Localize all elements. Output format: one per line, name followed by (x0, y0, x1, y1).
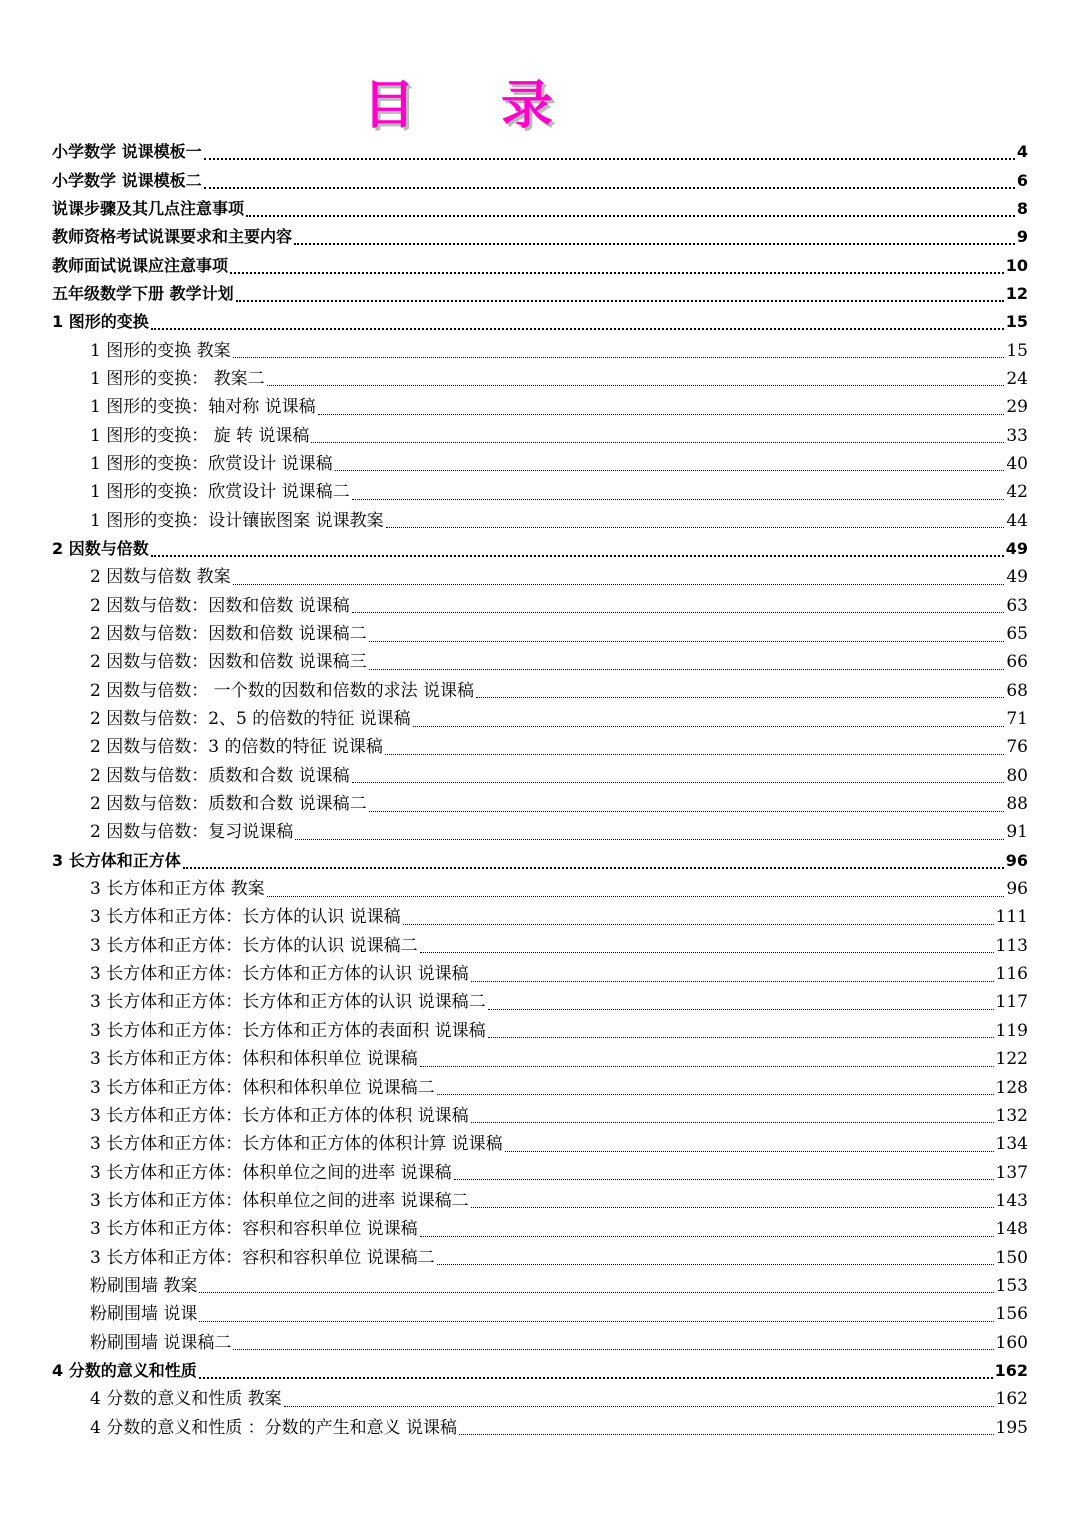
toc-page-number: 8 (1016, 198, 1028, 218)
toc-subentry[interactable] (0, 620, 1080, 648)
dot-leader (233, 584, 1005, 585)
toc-subentry[interactable] (0, 1130, 1080, 1158)
toc-page-number: 96 (1006, 879, 1028, 900)
dot-leader (420, 1066, 994, 1067)
toc-entry-label: 2 因数与倍数：3 的倍数的特征 说课稿 (90, 737, 383, 758)
toc-page-number: 117 (995, 992, 1028, 1013)
toc-entry-label: 3 长方体和正方体：体积和体积单位 说课稿二 (90, 1077, 435, 1098)
toc-subentry[interactable] (0, 1243, 1080, 1271)
toc-entry-label: 3 长方体和正方体：长方体的认识 说课稿二 (90, 935, 418, 956)
dot-leader (151, 555, 1004, 557)
dot-leader (488, 1037, 994, 1038)
toc-section-entry[interactable] (0, 280, 1080, 308)
toc-subentry[interactable] (0, 478, 1080, 506)
toc-entry-label: 1 图形的变换 教案 (90, 340, 231, 361)
toc-page-number: 132 (995, 1105, 1028, 1126)
toc-section-entry[interactable] (0, 535, 1080, 563)
toc-entry-label: 1 图形的变换：欣赏设计 说课稿 (90, 453, 333, 474)
dot-leader (403, 924, 994, 925)
toc-subentry[interactable] (0, 1413, 1080, 1441)
dot-leader (233, 1349, 993, 1350)
toc-entry-label: 1 图形的变换 (52, 312, 149, 332)
toc-entry-label: 2 因数与倍数 (52, 538, 149, 558)
toc-page-number: 66 (1006, 652, 1028, 673)
toc-subentry[interactable] (0, 988, 1080, 1016)
toc-page-number: 91 (1006, 822, 1028, 843)
toc-subentry[interactable] (0, 1187, 1080, 1215)
toc-page-number: 44 (1006, 510, 1028, 531)
toc-page-number: 68 (1006, 680, 1028, 701)
toc-entry-label: 粉刷围墙 教案 (90, 1275, 198, 1296)
toc-entry-label: 2 因数与倍数：因数和倍数 说课稿 (90, 595, 350, 616)
toc-entry-label: 4 分数的意义和性质 教案 (90, 1389, 282, 1410)
dot-leader (267, 385, 1005, 386)
toc-page-number: 10 (1005, 255, 1028, 275)
dot-leader (488, 1009, 994, 1010)
toc-subentry[interactable] (0, 506, 1080, 534)
toc-page-number: 24 (1006, 368, 1028, 389)
toc-section-entry[interactable] (0, 138, 1080, 166)
toc-subentry[interactable] (0, 365, 1080, 393)
toc-subentry[interactable] (0, 1272, 1080, 1300)
toc-entry-label: 2 因数与倍数 教案 (90, 567, 231, 588)
toc-subentry[interactable] (0, 932, 1080, 960)
toc-section-entry[interactable] (0, 223, 1080, 251)
toc-entry-label: 1 图形的变换：设计镶嵌图案 说课教案 (90, 510, 384, 531)
toc-subentry[interactable] (0, 563, 1080, 591)
toc-entry-label: 3 长方体和正方体：体积单位之间的进率 说课稿二 (90, 1190, 469, 1211)
toc-entry-label: 3 长方体和正方体：体积单位之间的进率 说课稿 (90, 1162, 452, 1183)
toc-section-entry[interactable] (0, 195, 1080, 223)
dot-leader (437, 1264, 994, 1265)
toc-entry-label: 3 长方体和正方体：容积和容积单位 说课稿 (90, 1219, 418, 1240)
toc-subentry[interactable] (0, 450, 1080, 478)
dot-leader (369, 641, 1005, 642)
toc-page-number: 49 (1006, 567, 1028, 588)
toc-page-number: 88 (1006, 794, 1028, 815)
dot-leader (183, 867, 1004, 869)
toc-subentry[interactable] (0, 1385, 1080, 1413)
dot-leader (385, 754, 1005, 755)
toc-subentry[interactable] (0, 421, 1080, 449)
toc-page-number: 15 (1005, 312, 1028, 332)
toc-page-number: 15 (1006, 340, 1028, 361)
toc-page-number: 143 (995, 1190, 1028, 1211)
toc-subentry[interactable] (0, 677, 1080, 705)
toc-entry-label: 教师面试说课应注意事项 (52, 255, 229, 275)
dot-leader (204, 187, 1015, 189)
toc-subentry[interactable] (0, 1328, 1080, 1356)
toc-page-number: 29 (1006, 397, 1028, 418)
dot-leader (199, 1377, 993, 1379)
toc-subentry[interactable] (0, 1158, 1080, 1186)
toc-entry-label: 2 因数与倍数：2、5 的倍数的特征 说课稿 (90, 709, 411, 730)
toc-subentry[interactable] (0, 818, 1080, 846)
toc-entry-label: 粉刷围墙 说课稿二 (90, 1332, 232, 1353)
page-title: 目 录 (362, 76, 588, 136)
dot-leader (352, 612, 1005, 613)
dot-leader (369, 669, 1005, 670)
toc-page-number: 119 (995, 1020, 1028, 1041)
dot-leader (335, 470, 1005, 471)
toc-entry-label: 2 因数与倍数：质数和合数 说课稿二 (90, 794, 367, 815)
toc-entry-label: 1 图形的变换： 旋 转 说课稿 (90, 425, 310, 446)
dot-leader (413, 726, 1005, 727)
toc-page-number: 113 (995, 935, 1028, 956)
toc-subentry[interactable] (0, 960, 1080, 988)
dot-leader (294, 243, 1015, 245)
dot-leader (295, 839, 1004, 840)
toc-subentry[interactable] (0, 592, 1080, 620)
toc-subentry[interactable] (0, 1215, 1080, 1243)
toc-page-number: 33 (1006, 425, 1028, 446)
toc-page-number: 76 (1006, 737, 1028, 758)
toc-entry-label: 3 长方体和正方体：长方体和正方体的认识 说课稿 (90, 964, 469, 985)
toc-page-number: 162 (994, 1360, 1028, 1380)
toc-subentry[interactable] (0, 875, 1080, 903)
dot-leader (471, 1122, 994, 1123)
toc-page-number: 128 (995, 1077, 1028, 1098)
toc-subentry[interactable] (0, 1073, 1080, 1101)
toc-subentry[interactable] (0, 393, 1080, 421)
toc-entry-label: 1 图形的变换：欣赏设计 说课稿二 (90, 482, 350, 503)
toc-entry-label: 2 因数与倍数：因数和倍数 说课稿三 (90, 652, 367, 673)
dot-leader (476, 697, 1004, 698)
toc-page-number: 49 (1005, 538, 1028, 558)
dot-leader (420, 1236, 994, 1237)
dot-leader (318, 414, 1005, 415)
toc-entry-label: 3 长方体和正方体：长方体和正方体的体积计算 说课稿 (90, 1134, 503, 1155)
dot-leader (471, 1207, 994, 1208)
toc-section-entry[interactable] (0, 308, 1080, 336)
dot-leader (471, 981, 994, 982)
toc-page-number: 153 (995, 1275, 1028, 1296)
toc-page-number: 42 (1006, 482, 1028, 503)
toc-subentry[interactable] (0, 903, 1080, 931)
toc-entry-label: 1 图形的变换： 教案二 (90, 368, 265, 389)
toc-subentry[interactable] (0, 762, 1080, 790)
toc-entry-label: 3 长方体和正方体 (52, 850, 181, 870)
toc-entry-label: 1 图形的变换：轴对称 说课稿 (90, 397, 316, 418)
dot-leader (230, 272, 1004, 274)
toc-page-number: 80 (1006, 765, 1028, 786)
toc-page-number: 160 (995, 1332, 1028, 1353)
toc-entry-label: 2 因数与倍数：因数和倍数 说课稿二 (90, 624, 367, 645)
toc-entry-label: 2 因数与倍数： 一个数的因数和倍数的求法 说课稿 (90, 680, 475, 701)
toc-subentry[interactable] (0, 733, 1080, 761)
dot-leader (233, 357, 1005, 358)
toc-subentry[interactable] (0, 1045, 1080, 1073)
dot-leader (199, 1321, 993, 1322)
toc-entry-label: 说课步骤及其几点注意事项 (52, 198, 245, 218)
toc-page-number: 150 (995, 1247, 1028, 1268)
toc-page-number: 156 (995, 1304, 1028, 1325)
toc-entry-label: 3 长方体和正方体 教案 (90, 879, 265, 900)
dot-leader (236, 300, 1004, 302)
toc-entry-label: 4 分数的意义和性质 (52, 1360, 197, 1380)
toc-entry-label: 2 因数与倍数：复习说课稿 (90, 822, 294, 843)
toc-entry-label: 2 因数与倍数：质数和合数 说课稿 (90, 765, 350, 786)
toc-page-number: 137 (995, 1162, 1028, 1183)
toc-page-number: 71 (1006, 709, 1028, 730)
dot-leader (199, 1292, 993, 1293)
table-of-contents (0, 138, 1080, 1442)
toc-entry-label: 3 长方体和正方体：长方体和正方体的体积 说课稿 (90, 1105, 469, 1126)
dot-leader (352, 499, 1005, 500)
dot-leader (437, 1094, 994, 1095)
toc-subentry[interactable] (0, 790, 1080, 818)
toc-subentry[interactable] (0, 1300, 1080, 1328)
toc-entry-label: 3 长方体和正方体：长方体和正方体的表面积 说课稿 (90, 1020, 486, 1041)
toc-subentry[interactable] (0, 648, 1080, 676)
dot-leader (459, 1434, 994, 1435)
toc-page-number: 96 (1005, 850, 1028, 870)
toc-page-number: 4 (1016, 142, 1028, 162)
dot-leader (454, 1179, 994, 1180)
toc-page-number: 111 (995, 907, 1028, 928)
toc-entry-label: 3 长方体和正方体：容积和容积单位 说课稿二 (90, 1247, 435, 1268)
toc-entry-label: 五年级数学下册 教学计划 (52, 283, 234, 303)
toc-entry-label: 3 长方体和正方体：长方体和正方体的认识 说课稿二 (90, 992, 486, 1013)
toc-subentry[interactable] (0, 336, 1080, 364)
dot-leader (352, 782, 1005, 783)
toc-page-number: 116 (995, 964, 1028, 985)
dot-leader (284, 1406, 994, 1407)
toc-page-number: 9 (1016, 227, 1028, 247)
toc-page-number: 6 (1016, 170, 1028, 190)
dot-leader (267, 896, 1005, 897)
dot-leader (386, 527, 1005, 528)
dot-leader (420, 952, 994, 953)
toc-entry-label: 粉刷围墙 说课 (90, 1304, 198, 1325)
toc-subentry[interactable] (0, 1102, 1080, 1130)
toc-entry-label: 4 分数的意义和性质 ：分数的产生和意义 说课稿 (90, 1417, 458, 1438)
toc-page-number: 12 (1005, 283, 1028, 303)
toc-entry-label: 3 长方体和正方体：体积和体积单位 说课稿 (90, 1049, 418, 1070)
toc-subentry[interactable] (0, 1017, 1080, 1045)
dot-leader (369, 811, 1005, 812)
toc-section-entry[interactable] (0, 847, 1080, 875)
toc-page-number: 162 (995, 1389, 1028, 1410)
toc-section-entry[interactable] (0, 166, 1080, 194)
toc-entry-label: 3 长方体和正方体：长方体的认识 说课稿 (90, 907, 401, 928)
toc-page-number: 65 (1006, 624, 1028, 645)
toc-section-entry[interactable] (0, 1357, 1080, 1385)
toc-page-number: 63 (1006, 595, 1028, 616)
toc-page-number: 148 (995, 1219, 1028, 1240)
toc-page-number: 40 (1006, 453, 1028, 474)
toc-entry-label: 小学数学 说课模板一 (52, 142, 202, 162)
toc-entry-label: 教师资格考试说课要求和主要内容 (52, 227, 293, 247)
dot-leader (246, 215, 1015, 217)
toc-page-number: 195 (995, 1417, 1028, 1438)
toc-page-number: 134 (995, 1134, 1028, 1155)
toc-entry-label: 小学数学 说课模板二 (52, 170, 202, 190)
dot-leader (151, 328, 1004, 330)
toc-section-entry[interactable] (0, 251, 1080, 279)
dot-leader (204, 158, 1015, 160)
toc-page-number: 122 (995, 1049, 1028, 1070)
dot-leader (311, 442, 1004, 443)
dot-leader (505, 1151, 994, 1152)
toc-subentry[interactable] (0, 705, 1080, 733)
